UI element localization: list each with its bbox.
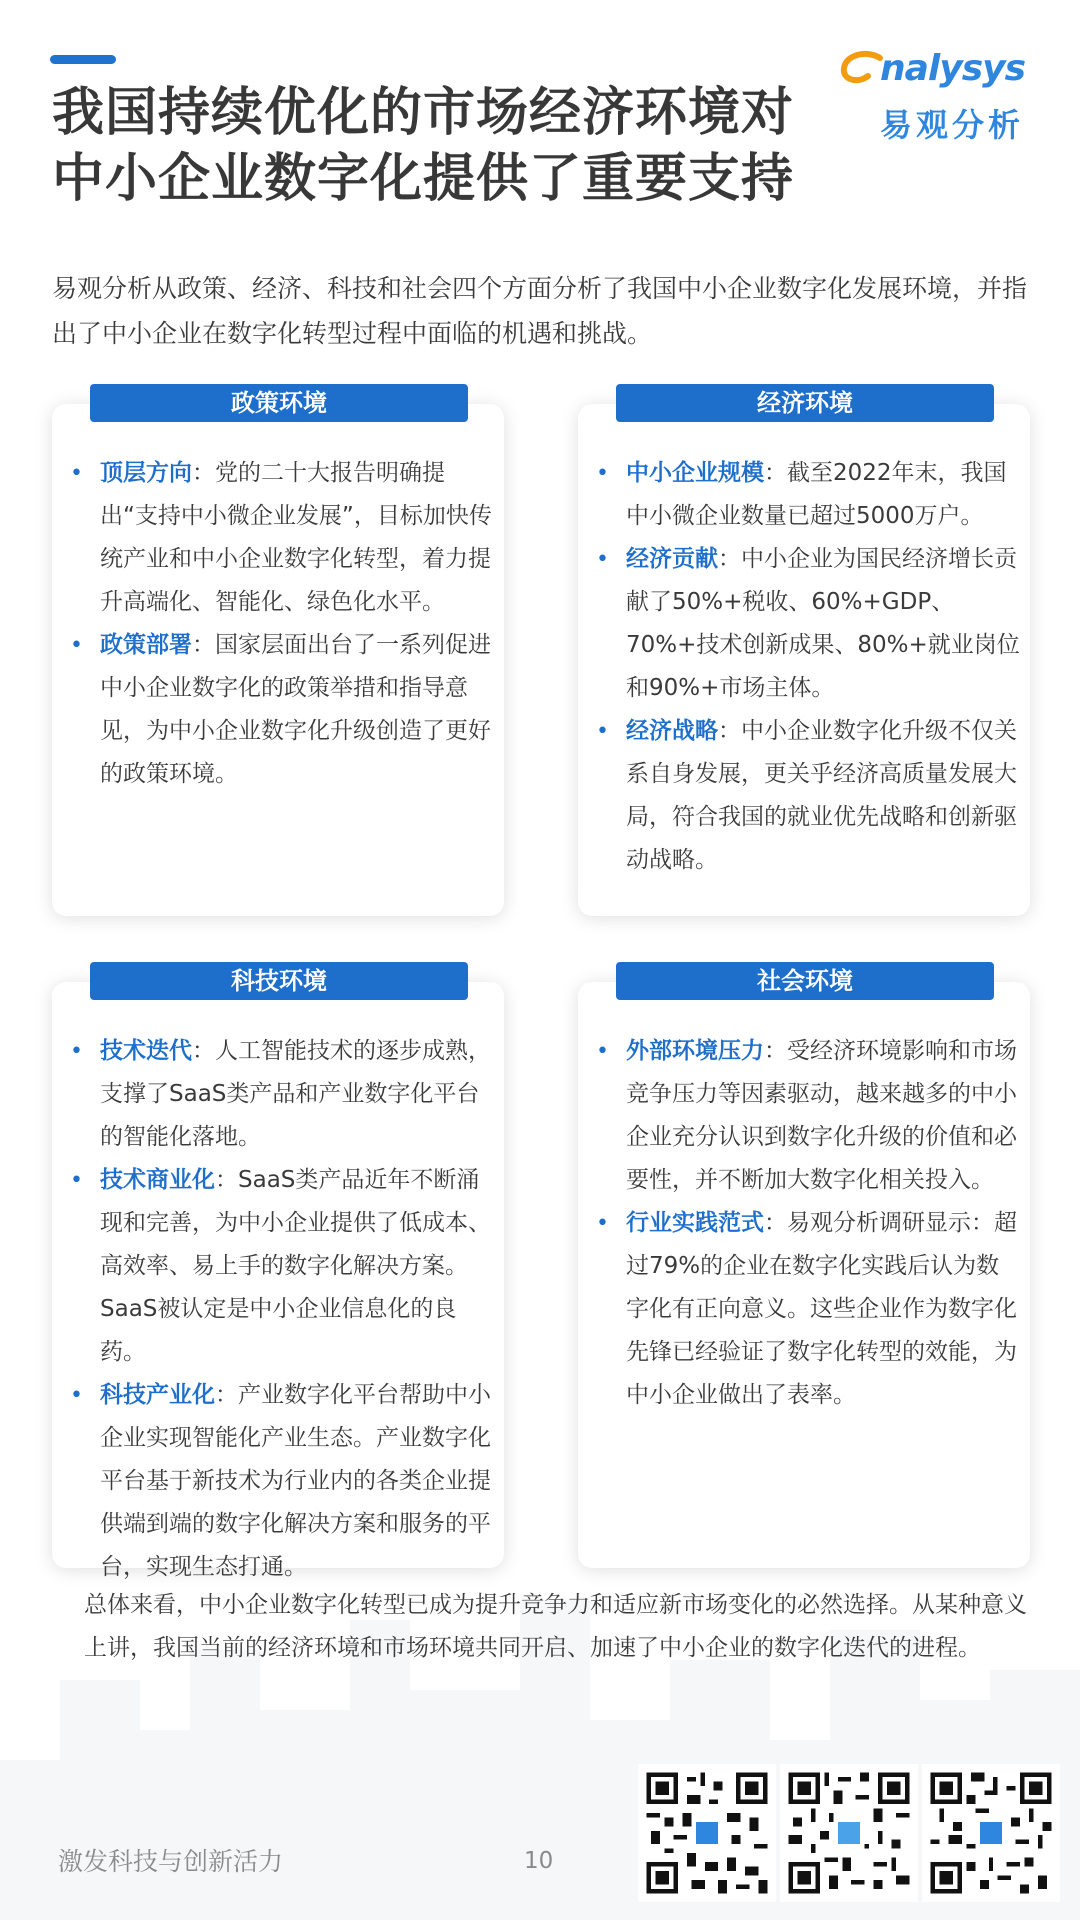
bullet-icon: • [70,1039,83,1064]
technology-environment-card [52,967,504,1580]
bullet-icon: • [596,1039,609,1064]
bullet-icon: • [596,547,609,572]
social-environment-card [578,967,1030,1568]
list-item: • 外部环境压力：受经济环境影响和市场竞争压力等因素驱动，越来越多的中小企业充分认识到数字化升级的价值和必要性，并不断加大数字化相关投入。 [578,1030,1030,1202]
analysys-logo [840,48,1040,148]
logo-english-text: nalysys [880,48,1026,89]
summary-paragraph: 总体来看，中小企业数字化转型已成为提升竞争力和适应新市场变化的必然选择。从某种意义上讲，我国当前的经济环境和市场环境共同开启、加速了中小企业的数字化迭代的进程。 [84,1592,1027,1661]
policy-card-title: 政策环境 [90,384,468,422]
list-item: • 中小企业规模：截至2022年末，我国中小微企业数量已超过5000万户。 [578,452,1030,538]
bullet-icon: • [70,633,83,658]
list-item: • 技术迭代：人工智能技术的逐步成熟，支撑了SaaS类产品和产业数字化平台的智能化落地。 [52,1030,504,1159]
qr-code-icon [922,1764,1060,1902]
page-title [52,80,832,212]
bullet-icon: • [596,461,609,486]
bullet-icon: • [70,461,83,486]
qr-code-icon [638,1764,776,1902]
list-item: • 技术商业化：SaaS类产品近年不断涌现和完善，为中小企业提供了低成本、高效率、易上手的数字化解决方案。SaaS被认定是中小企业信息化的良药。 [52,1159,504,1374]
bullet-icon: • [596,719,609,744]
list-item: • 顶层方向：党的二十大报告明确提出“支持中小微企业发展”，目标加快传统产业和中小企业数字化转型，着力提升高端化、智能化、绿色化水平。 [52,452,504,624]
list-item: • 行业实践范式：易观分析调研显示：超过79%的企业在数字化实践后认为数字化有正向意义。这些企业作为数字化先锋已经验证了数字化转型的效能，为中小企业做出了表率。 [578,1202,1030,1417]
social-card-title: 社会环境 [616,962,994,1000]
qr-code-icon [780,1764,918,1902]
list-item: • 政策部署：国家层面出台了一系列促进中小企业数字化的政策举措和指导意见，为中小企业数字化升级创造了更好的政策环境。 [52,624,504,796]
policy-environment-card [52,389,504,916]
list-item: • 经济战略：中小企业数字化升级不仅关系自身发展，更关乎经济高质量发展大局，符合我国的就业优先战略和创新驱动战略。 [578,710,1030,882]
bullet-icon: • [70,1168,83,1193]
bullet-icon: • [70,1383,83,1408]
intro-paragraph: 易观分析从政策、经济、科技和社会四个方面分析了我国中小企业数字化发展环境，并指出了中小企业在数字化转型过程中面临的机遇和挑战。 [52,274,1028,348]
list-item: • 经济贡献：中小企业为国民经济增长贡献了50%+税收、60%+GDP、70%+技术创新成果、80%+就业岗位和90%+市场主体。 [578,538,1030,710]
technology-card-title: 科技环境 [90,962,468,1000]
bullet-icon: • [596,1211,609,1236]
page-title-line-2: 中小企业数字化提供了重要支持 [52,149,795,209]
logo-chinese-text: 易观分析 [880,106,1025,144]
footer-slogan: 激发科技与创新活力 [58,1847,284,1876]
economic-card-title: 经济环境 [616,384,994,422]
page-number: 10 [524,1848,554,1874]
economic-environment-card [578,389,1030,916]
title-accent-bar [50,55,116,64]
list-item: • 科技产业化：产业数字化平台帮助中小企业实现智能化产业生态。产业数字化平台基于新技术为行业内的各类企业提供端到端的数字化解决方案和服务的平台，实现生态打通。 [52,1374,504,1589]
page-title-line-1: 我国持续优化的市场经济环境对 [52,83,795,143]
